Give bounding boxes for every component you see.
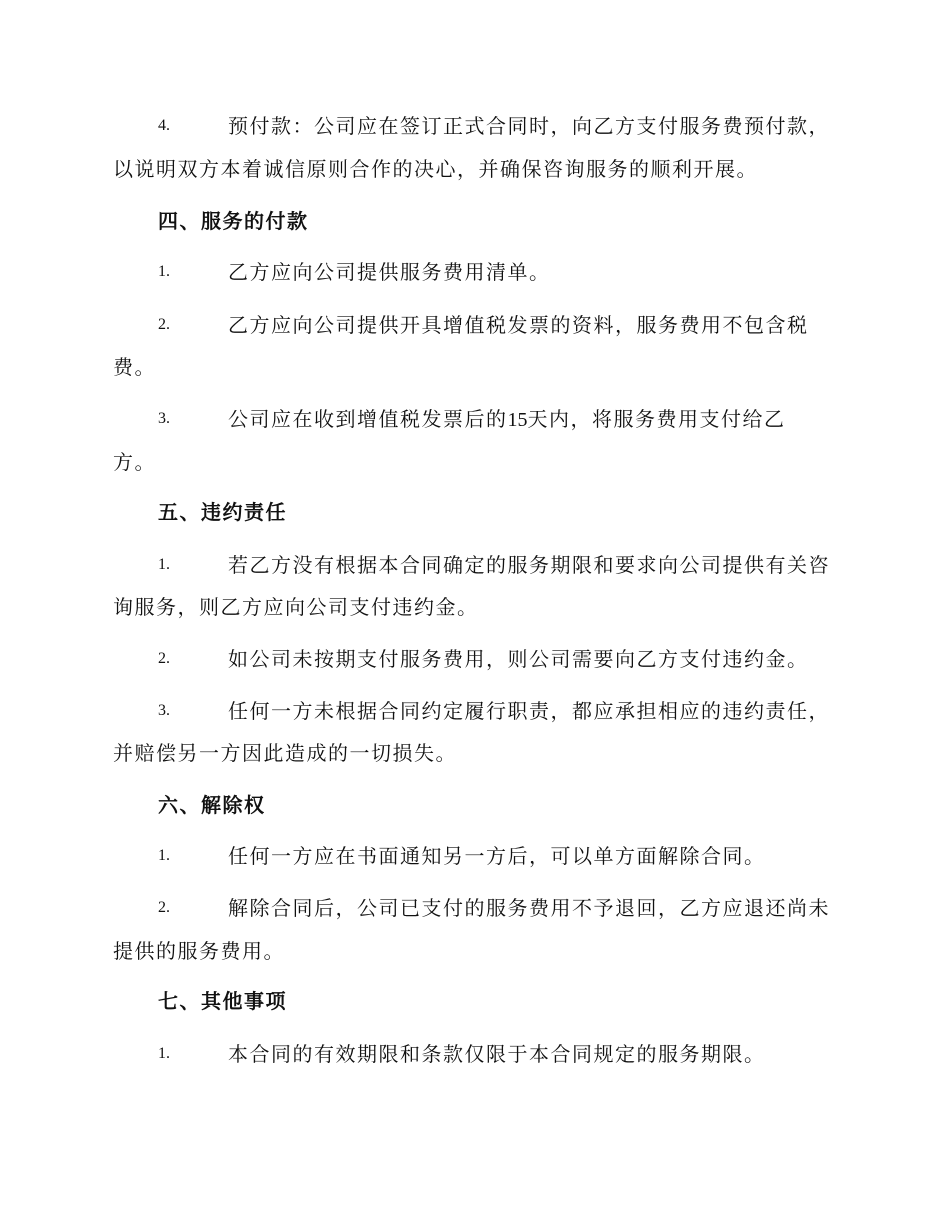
item-number: 3. <box>158 702 170 719</box>
item-text-continuation: 方。 <box>113 450 156 474</box>
item-number: 1. <box>158 556 170 573</box>
item-text: 乙方应向公司提供开具增值税发票的资料，服务费用不包含税 <box>228 313 809 337</box>
item-text: 预付款：公司应在签订正式合同时，向乙方支付服务费预付款， <box>228 114 830 138</box>
item-number: 2. <box>158 899 170 916</box>
item-text: 若乙方没有根据本合同确定的服务期限和要求向公司提供有关咨 <box>228 553 830 577</box>
item-text: 解除合同后，公司已支付的服务费用不予退回，乙方应退还尚未 <box>228 896 830 920</box>
item-number: 1. <box>158 847 170 864</box>
item-text-continuation: 并赔偿另一方因此造成的一切损失。 <box>113 741 457 765</box>
item-text-continuation: 以说明双方本着诚信原则合作的决心，并确保咨询服务的顺利开展。 <box>113 157 758 181</box>
item-number: 2. <box>158 650 170 667</box>
item-number: 1. <box>158 1045 170 1062</box>
item-text: 任何一方应在书面通知另一方后，可以单方面解除合同。 <box>228 844 766 868</box>
day-count: 15 <box>507 409 528 431</box>
item-text <box>228 405 786 434</box>
item-number: 1. <box>158 263 170 280</box>
item-number: 2. <box>158 316 170 333</box>
item-text-part: 公司应在收到增值税发票后的 <box>228 407 508 431</box>
section-heading: 七、其他事项 <box>158 989 287 1013</box>
section-heading: 六、解除权 <box>158 793 266 817</box>
section-heading: 五、违约责任 <box>158 500 287 524</box>
item-text-continuation: 费。 <box>113 355 156 379</box>
item-text: 任何一方未根据合同约定履行职责，都应承担相应的违约责任， <box>228 699 830 723</box>
item-text-part: 天内，将服务费用支付给乙 <box>527 407 786 431</box>
item-number: 4. <box>158 117 170 134</box>
item-text: 本合同的有效期限和条款仅限于本合同规定的服务期限。 <box>228 1042 766 1066</box>
section-heading: 四、服务的付款 <box>158 209 309 233</box>
item-text: 如公司未按期支付服务费用，则公司需要向乙方支付违约金。 <box>228 647 809 671</box>
item-text-continuation: 询服务，则乙方应向公司支付违约金。 <box>113 595 479 619</box>
item-text: 乙方应向公司提供服务费用清单。 <box>228 260 551 284</box>
item-number: 3. <box>158 410 170 427</box>
item-text-continuation: 提供的服务费用。 <box>113 939 285 963</box>
